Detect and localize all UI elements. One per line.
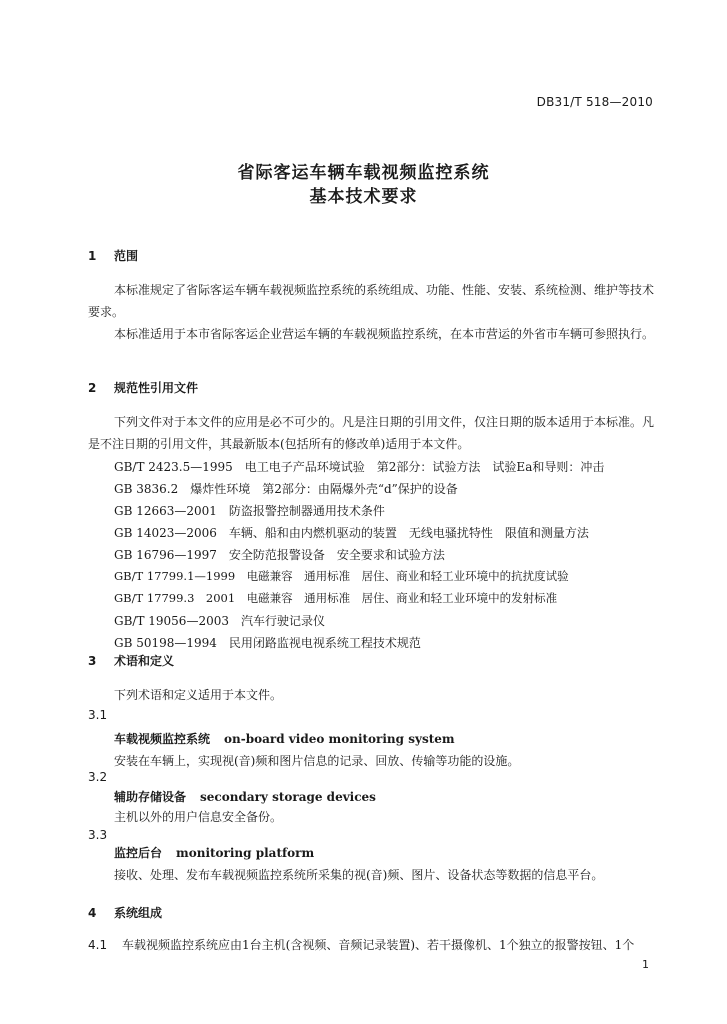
clause-4-1-text: 车载视频监控系统应由1台主机(含视频、音频记录装置)、若干摄像机、1个独立的报警按钮、1个 [122,938,635,952]
section-4-heading [88,904,162,921]
section-1-number: 1 [88,249,97,263]
term-chinese: 监控后台 [114,846,163,860]
section-1-heading [88,247,138,264]
term-heading [114,844,314,861]
term-english: secondary storage devices [200,790,376,804]
reference-item: GB 3836.2 爆炸性环境 第2部分：由隔爆外壳“d”保护的设备 [114,482,458,496]
title-line-1: 省际客运车辆车载视频监控系统 [237,163,490,183]
reference-item: GB/T 2423.5—1995 电工电子产品环境试验 第2部分：试验方法 试验Ea和导则：冲击 [114,460,605,474]
section-3-intro: 下列术语和定义适用于本文件。 [114,688,283,702]
section-2-heading [88,379,198,396]
term-definition: 安装在车辆上，实现视(音)频和图片信息的记录、回放、传输等功能的设施。 [114,754,520,768]
reference-item: GB 16796—1997 安全防范报警设备 安全要求和试验方法 [114,548,445,562]
section-3-number: 3 [88,654,97,668]
section-2-number: 2 [88,381,97,395]
standard-code: DB31/T 518—2010 [536,95,653,109]
term-definition: 主机以外的用户信息安全备份。 [114,810,283,824]
term-english: monitoring platform [176,846,315,860]
clause-4-1 [88,936,634,953]
section-3-title: 术语和定义 [114,654,175,668]
reference-item: GB 50198—1994 民用闭路监视电视系统工程技术规范 [114,636,421,650]
section-1-paragraph-1: 本标准规定了省际客运车辆车载视频监控系统的系统组成、功能、性能、安装、系统检测、维护等技术要求。 [88,283,655,319]
section-2-paragraph: 下列文件对于本文件的应用是必不可少的。凡是注日期的引用文件，仅注日期的版本适用于本标准。凡是不注日期的引用文件，其最新版本(包括所有的修改单)适用于本文件。 [88,415,655,451]
term-heading [114,730,455,747]
reference-item: GB/T 17799.1—1999 电磁兼容 通用标准 居住、商业和轻工业环境中的抗扰度试验 [114,569,569,583]
term-number: 3.1 [88,708,108,722]
section-4-number: 4 [88,906,97,920]
reference-item: GB 12663—2001 防盗报警控制器通用技术条件 [114,504,385,518]
reference-item: GB/T 19056—2003 汽车行驶记录仪 [114,614,325,628]
term-definition: 接收、处理、发布车载视频监控系统所采集的视(音)频、图片、设备状态等数据的信息平台。 [114,868,604,882]
term-number: 3.3 [88,828,108,842]
section-1-title: 范围 [114,249,139,263]
term-heading [114,788,376,805]
term-number: 3.2 [88,770,108,784]
title-line-2: 基本技术要求 [309,187,418,207]
term-english: on-board video monitoring system [224,732,455,746]
section-3-heading [88,652,174,669]
term-chinese: 车载视频监控系统 [114,732,211,746]
reference-item: GB 14023—2006 车辆、船和由内燃机驱动的装置 无线电骚扰特性 限值和测量方法 [114,526,589,540]
page-number: 1 [642,958,649,971]
clause-4-1-number: 4.1 [88,938,108,952]
section-4-title: 系统组成 [114,906,163,920]
section-2-title: 规范性引用文件 [114,381,199,395]
term-chinese: 辅助存储设备 [114,790,187,804]
section-1-paragraph-2: 本标准适用于本市省际客运企业营运车辆的车载视频监控系统，在本市营运的外省市车辆可参照执行。 [114,327,655,341]
reference-item: GB/T 17799.3 2001 电磁兼容 通用标准 居住、商业和轻工业环境中的发射标准 [114,591,558,605]
